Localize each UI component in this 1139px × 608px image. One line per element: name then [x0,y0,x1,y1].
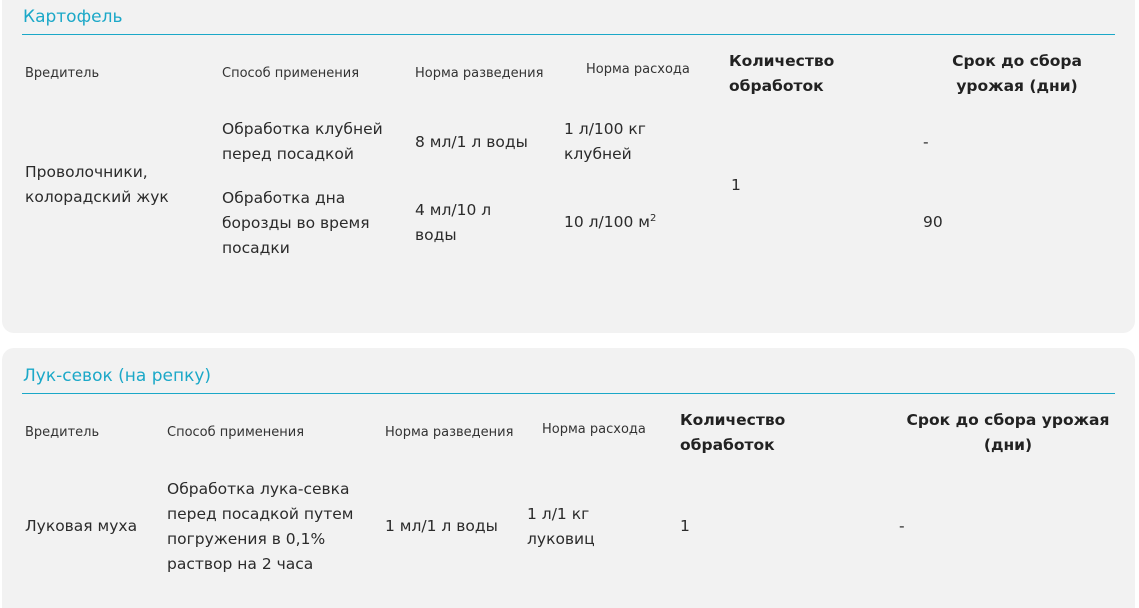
header-method: Способ применения [222,66,360,81]
dilution-cell: 8 мл/1 л воды [415,133,528,151]
crop-title: Лук-севок (на репку) [23,366,212,386]
method-cell: Обработка клубней перед посадкой [222,120,383,163]
crop-card-onion-sets [2,348,1135,608]
header-harvest: Срок до сбора урожая (дни) [952,52,1082,95]
consumption-cell: 1 л/1 кг луковиц [527,505,595,548]
pest-name: Луковая муха [25,517,138,535]
dilution-cell: 1 мл/1 л воды [385,517,498,535]
header-method: Способ применения [167,425,305,440]
dilution-cell: 4 мл/10 л воды [415,201,492,244]
title-divider [22,393,1115,394]
header-dilution: Норма разведения [415,66,544,81]
method-cell: Обработка дна борозды во время посадки [222,189,370,257]
treatments-cell: 1 [680,517,690,535]
header-treatments: Количество обработок [680,411,786,454]
harvest-cell: - [923,133,929,151]
header-harvest: Срок до сбора урожая (дни) [906,411,1110,454]
harvest-cell: - [899,517,905,535]
header-pest: Вредитель [25,425,100,440]
consumption-cell: 1 л/100 кг клубней [564,120,646,163]
consumption-cell: 10 л/100 $м^2$ [564,213,657,231]
header-consumption: Норма расхода [542,422,646,437]
crop-title: Картофель [23,7,123,27]
crop-card-potato [2,0,1135,333]
treatments-cell: 1 [731,176,741,194]
header-consumption: Норма расхода [586,62,690,77]
method-cell: Обработка лука-севка перед посадкой путем погружения в 0,1% раствор на 2 часа [167,480,354,573]
header-treatments: Количество обработок [729,52,835,95]
harvest-cell: 90 [923,213,943,231]
title-divider [22,34,1115,35]
header-dilution: Норма разведения [385,425,514,440]
header-pest: Вредитель [25,66,100,81]
pest-name: Проволочники, колорадский жук [25,163,169,206]
